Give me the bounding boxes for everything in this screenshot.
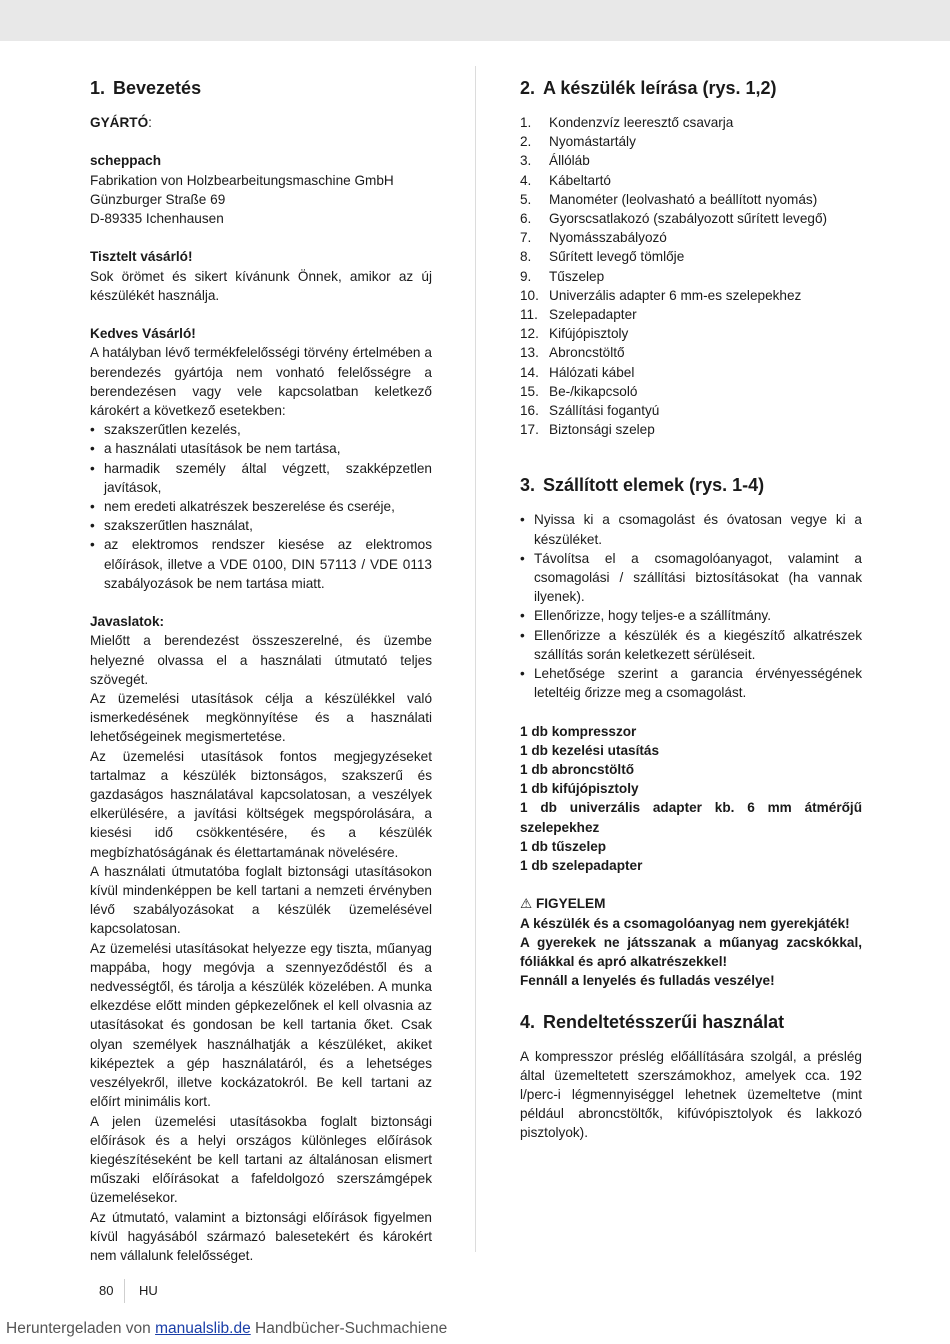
- contents-item: 1 db szelepadapter: [520, 858, 643, 874]
- item-text: Nyomásszabályozó: [549, 230, 667, 246]
- warning-line: A készülék és a csomagolóanyag nem gyerekjáték!: [520, 915, 850, 931]
- package-contents: [520, 722, 862, 876]
- list-item: • az elektromos rendszer kiesése az elektromos előírások, illetve a VDE 0100, DIN 57113 / VDE 0113 szabályozások be nem tartása miatt.: [90, 535, 432, 593]
- download-suffix: Handbücher-Suchmachiene: [250, 1320, 448, 1337]
- item-number: 6.: [520, 211, 532, 227]
- recommendation-paragraph: Az üzemelési utasítások fontos megjegyzéseket tartalmaz a készülék biztonságos, szakszerű és gazdaságos használatával kapcsolatosan, a veszélyek elkerülésére, a javítási költségek megspórolására, a kiesési idő csökkentésére, és a készülék megbízhatóságának és élettartamának növelésére.: [90, 748, 432, 860]
- item-text: Kifújópisztoly: [549, 326, 629, 342]
- delivery-list: [520, 510, 862, 702]
- item-number: 17.: [520, 422, 539, 438]
- manualslib-link[interactable]: manualslib.de: [155, 1320, 251, 1337]
- section-number: 1.: [90, 78, 106, 98]
- item-text: Nyomástartály: [549, 134, 636, 150]
- list-item: [520, 382, 862, 401]
- manufacturer-label: [90, 113, 432, 132]
- list-item: [520, 228, 862, 247]
- greeting-title: Tisztelt vásárló!: [90, 249, 193, 265]
- item-text: Sűrített levegő tömlője: [549, 249, 685, 265]
- recommendation-paragraph: Mielőtt a berendezést összeszerelné, és üzembe helyezné olvassa el a használati útmutató teljes szövegét.: [90, 633, 432, 687]
- item-number: 3.: [520, 153, 532, 169]
- list-item: [520, 151, 862, 170]
- contents-item: 1 db tűszelep: [520, 838, 607, 854]
- contents-item: 1 db univerzális adapter kb. 6 mm átmérőjű szelepekhez: [520, 800, 862, 835]
- manufacturer-label-text: GYÁRTÓ: [90, 115, 149, 130]
- item-text: Be-/kikapcsoló: [549, 383, 638, 399]
- recommendation-paragraph: A jelen üzemelési utasításokba foglalt biztonsági előírások és a helyi országos különleges előírások kiegészítéseként be kell tartani az általánosan elismert műszaki előírásokat a fafeldolgozó szerszámgépek üzemelésekor.: [90, 1113, 432, 1206]
- warning-title: [520, 894, 862, 913]
- recommendation-paragraph: Az üzemelési utasítások célja a készülékkel való ismerkedésének megkönnyítése és a használati lehetőségeinek megismertetése.: [90, 691, 432, 745]
- list-item: [520, 401, 862, 420]
- section-number: 3.: [520, 475, 536, 496]
- manufacturer-label-colon: :: [148, 115, 152, 130]
- list-item: [520, 132, 862, 151]
- item-number: 16.: [520, 403, 539, 419]
- intended-use-text: A kompresszor préslég előállítására szolgál, a préslég által üzemeltetett szerszámokhoz, amelyek cca. 192 l/perc-i légmennyiséggel lehetnek üzemeltetve (mint például abroncstöltők, kifúvópisztolyok és lakkozó pisztolyok).: [520, 1048, 862, 1141]
- greeting-text: Sok örömet és sikert kívánunk Önnek, amikor az új készülékét használja.: [90, 268, 432, 303]
- item-text: Tűszelep: [549, 268, 605, 284]
- item-number: 9.: [520, 268, 532, 284]
- item-number: 5.: [520, 191, 532, 207]
- list-item: [520, 209, 862, 228]
- item-number: 4.: [520, 172, 532, 188]
- parts-list: [520, 113, 862, 439]
- contents-item: 1 db kezelési utasítás: [520, 742, 660, 758]
- contents-item: 1 db abroncstöltő: [520, 762, 635, 778]
- item-number: 14.: [520, 364, 539, 380]
- download-prefix: Heruntergeladen von: [6, 1320, 156, 1337]
- contents-item: 1 db kifújópisztoly: [520, 781, 639, 797]
- warning-line: A gyerekek ne játsszanak a műanyag zacskókkal, fóliákkal és apró alkatrészekkel!: [520, 934, 862, 970]
- section-number: 2.: [520, 78, 536, 98]
- recommendation-paragraph: Az üzemelési utasításokat helyezze egy tiszta, műanyag mappába, hogy megóvja a szennyeződéstől és a nedvességtől, és tárolja a készülék közelében. A munka elkezdése előtt minden gépkezelőnek el kell olvasnia az utasításokat és gondosan be kell tartania őket. Csak olyan személyek használhatják a készüléket, akiket kiképeztek a gép használatáról, és a lehetséges veszélyekről, illetve kockázatokról. Be kell tartani az előírt minimális kort.: [90, 940, 432, 1110]
- item-number: 2.: [520, 134, 532, 150]
- company-address-line: D-89335 Ichenhausen: [90, 211, 224, 226]
- warning-triangle-icon: ⚠: [520, 896, 533, 912]
- section-heading-introduction: [90, 75, 432, 101]
- contents-item: 1 db kompresszor: [520, 723, 637, 739]
- company-name: scheppach: [90, 153, 162, 169]
- liability-list: [90, 420, 432, 593]
- item-text: Állóláb: [549, 153, 590, 169]
- item-number: 7.: [520, 230, 532, 246]
- list-item: • a használati utasítások be nem tartása,: [90, 439, 432, 458]
- list-item: [520, 363, 862, 382]
- list-item: [520, 247, 862, 266]
- list-item: • Lehetősége szerint a garancia érvényességének leteltéig őrizze meg a csomagolást.: [520, 664, 862, 702]
- page-number: 80: [99, 1283, 114, 1298]
- list-item: • Ellenőrizze, hogy teljes-e a szállítmány.: [520, 606, 862, 625]
- list-item: [520, 324, 862, 343]
- list-item: [520, 267, 862, 286]
- download-note: [6, 1320, 447, 1338]
- list-item: [520, 420, 862, 439]
- section-heading-delivery: [520, 472, 862, 498]
- list-item: • Ellenőrizze a készülék és a kiegészítő alkatrészek szállítás során keletkezett sérüléseit.: [520, 626, 862, 664]
- list-item: • Távolítsa el a csomagolóanyagot, valamint a csomagolási / szállítási biztosításokat (ha vannak ilyenek).: [520, 549, 862, 607]
- liability-text: A hatályban lévő termékfelelősségi törvény értelmében a berendezés gyártója nem vonható felelősségre a berendezésen vagy vele kapcsolatban keletkező károkért a következő esetekben:: [90, 345, 432, 418]
- company-address-line: Fabrikation von Holzbearbeitungsmaschine GmbH: [90, 172, 394, 188]
- item-text: Abroncstöltő: [549, 345, 625, 361]
- recommendations-title: Javaslatok:: [90, 614, 165, 630]
- section-heading-intended-use: [520, 1009, 862, 1035]
- item-number: 13.: [520, 345, 539, 361]
- list-item: • harmadik személy által végzett, szakképzetlen javítások,: [90, 459, 432, 497]
- item-number: 15.: [520, 383, 539, 399]
- language-code: HU: [139, 1283, 158, 1298]
- list-item: [520, 190, 862, 209]
- item-number: 8.: [520, 249, 532, 265]
- item-text: Hálózati kábel: [549, 364, 635, 380]
- section-heading-description: [520, 75, 862, 101]
- section-title: Bevezetés: [113, 78, 202, 98]
- section-number: 4.: [520, 1011, 536, 1032]
- item-text: Kábeltartó: [549, 172, 611, 188]
- company-address-line: Günzburger Straße 69: [90, 191, 226, 207]
- section-title: Szállított elemek (rys. 1-4): [543, 475, 765, 496]
- warning-title-text: FIGYELEM: [535, 896, 606, 912]
- recommendation-paragraph: Az útmutató, valamint a biztonsági előírások figyelmen kívül hagyásából származó balesetekért és károkért nem vállalunk felelősséget.: [90, 1209, 432, 1263]
- top-bar: [0, 0, 950, 41]
- footer-separator: [124, 1279, 125, 1303]
- item-text: Manométer (leolvasható a beállított nyomás): [549, 191, 818, 207]
- list-item: [520, 113, 862, 132]
- section-title: Rendeltetésszerűi használat: [543, 1011, 785, 1032]
- list-item: [520, 286, 862, 305]
- item-text: Szállítási fogantyú: [549, 403, 660, 419]
- recommendation-paragraph: A használati útmutatóba foglalt biztonsági utasításokon kívül mindenképpen be kell tartani a nemzeti érvényben lévő szabályozásokat a készülék üzemelésével kapcsolatosan.: [90, 863, 432, 937]
- item-text: Gyorscsatlakozó (szabályozott sűrített levegő): [549, 211, 828, 227]
- item-text: Univerzális adapter 6 mm-es szelepekhez: [549, 287, 802, 303]
- item-number: 11.: [520, 307, 538, 323]
- list-item: [520, 343, 862, 362]
- item-text: Szelepadapter: [549, 307, 637, 323]
- item-text: Biztonsági szelep: [549, 422, 655, 438]
- list-item: • szakszerűtlen kezelés,: [90, 420, 432, 439]
- list-item: • Nyissa ki a csomagolást és óvatosan vegye ki a készüléket.: [520, 510, 862, 548]
- section-title: A készülék leírása (rys. 1,2): [543, 78, 777, 98]
- warning-block: [520, 894, 862, 990]
- liability-title: Kedves Vásárló!: [90, 326, 196, 342]
- item-text: Kondenzvíz leeresztő csavarja: [549, 115, 734, 130]
- item-number: 12.: [520, 326, 539, 342]
- right-column: [520, 75, 862, 1143]
- left-column: [90, 75, 432, 1265]
- warning-line: Fennáll a lenyelés és fulladás veszélye!: [520, 973, 775, 989]
- list-item: • szakszerűtlen használat,: [90, 516, 432, 535]
- list-item: • nem eredeti alkatrészek beszerelése és cseréje,: [90, 497, 432, 516]
- column-divider: [475, 66, 476, 1252]
- list-item: [520, 305, 862, 324]
- item-number: 10.: [520, 287, 539, 303]
- item-number: 1.: [520, 115, 532, 130]
- list-item: [520, 171, 862, 190]
